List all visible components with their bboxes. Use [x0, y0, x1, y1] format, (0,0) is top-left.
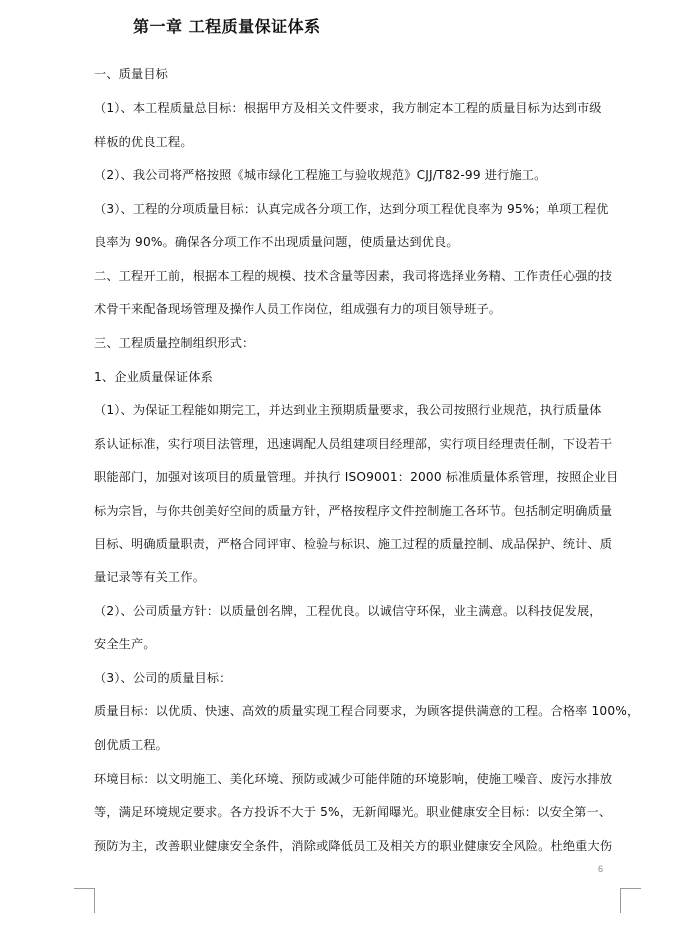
text-line: 良率为 90%。确保各分项工作不出现质量问题，使质量达到优良。 [94, 235, 459, 249]
text-line: 职能部门，加强对该项目的质量管理。并执行 ISO9001：2000 标准质量体系管理，按照企业目 [94, 470, 619, 484]
text-line: 标为宗旨，与你共创美好空间的质量方针，严格按程序文件控制施工各环节。包括制定明确质量 [94, 504, 613, 518]
text-line: 安全生产。 [94, 637, 156, 651]
text-line: 创优质工程。 [94, 738, 169, 752]
text-line: （1）、为保证工程能如期完工，并达到业主预期质量要求，我公司按照行业规范，执行质量体 [94, 403, 602, 417]
crop-mark-left [74, 888, 95, 913]
text-line: 术骨干来配备现场管理及操作人员工作岗位，组成强有力的项目领导班子。 [94, 302, 502, 316]
text-line: 样板的优良工程。 [94, 135, 193, 149]
text-line: 目标、明确质量职责，严格合同评审、检验与标识、施工过程的质量控制、成品保护、统计、质 [94, 537, 613, 551]
text-line: （3）、公司的质量目标： [94, 671, 232, 685]
page-number: 6 [598, 864, 604, 874]
text-line: 二、工程开工前，根据本工程的规模、技术含量等因素，我司将选择业务精、工作责任心强的技 [94, 269, 613, 283]
crop-mark-right [620, 888, 641, 913]
text-line: 环境目标：以文明施工、美化环境、预防或减少可能伴随的环境影响，使施工噪音、废污水排放 [94, 772, 613, 786]
text-line: 预防为主，改善职业健康安全条件，消除或降低员工及相关方的职业健康安全风险。杜绝重大伤 [94, 839, 613, 853]
text-line: （1）、本工程质量总目标：根据甲方及相关文件要求，我方制定本工程的质量目标为达到市级 [94, 101, 602, 115]
text-line: （3）、工程的分项质量目标：认真完成各分项工作，达到分项工程优良率为 95%；单项工程优 [94, 202, 609, 216]
chapter-title: 第一章 工程质量保证体系 [133, 17, 321, 36]
text-line: 三、工程质量控制组织形式： [94, 336, 255, 350]
text-line: 系认证标准，实行项目法管理，迅速调配人员组建项目经理部，实行项目经理责任制，下设若干 [94, 437, 613, 451]
text-line: 等，满足环境规定要求。各方投诉不大于 5%，无新闻曝光。职业健康安全目标：以安全第一、 [94, 805, 612, 819]
text-line: 质量目标：以优质、快速、高效的质量实现工程合同要求，为顾客提供满意的工程。合格率 100%， [94, 704, 640, 718]
text-line: 一、质量目标 [94, 67, 169, 81]
text-line: 1、企业质量保证体系 [94, 370, 213, 384]
text-line: （2）、我公司将严格按照《城市绿化工程施工与验收规范》CJJ/T82-99 进行施工。 [94, 168, 547, 182]
text-line: （2）、公司质量方针：以质量创名牌，工程优良。以诚信守环保，业主满意。以科技促发展， [94, 604, 602, 618]
text-line: 量记录等有关工作。 [94, 570, 206, 584]
